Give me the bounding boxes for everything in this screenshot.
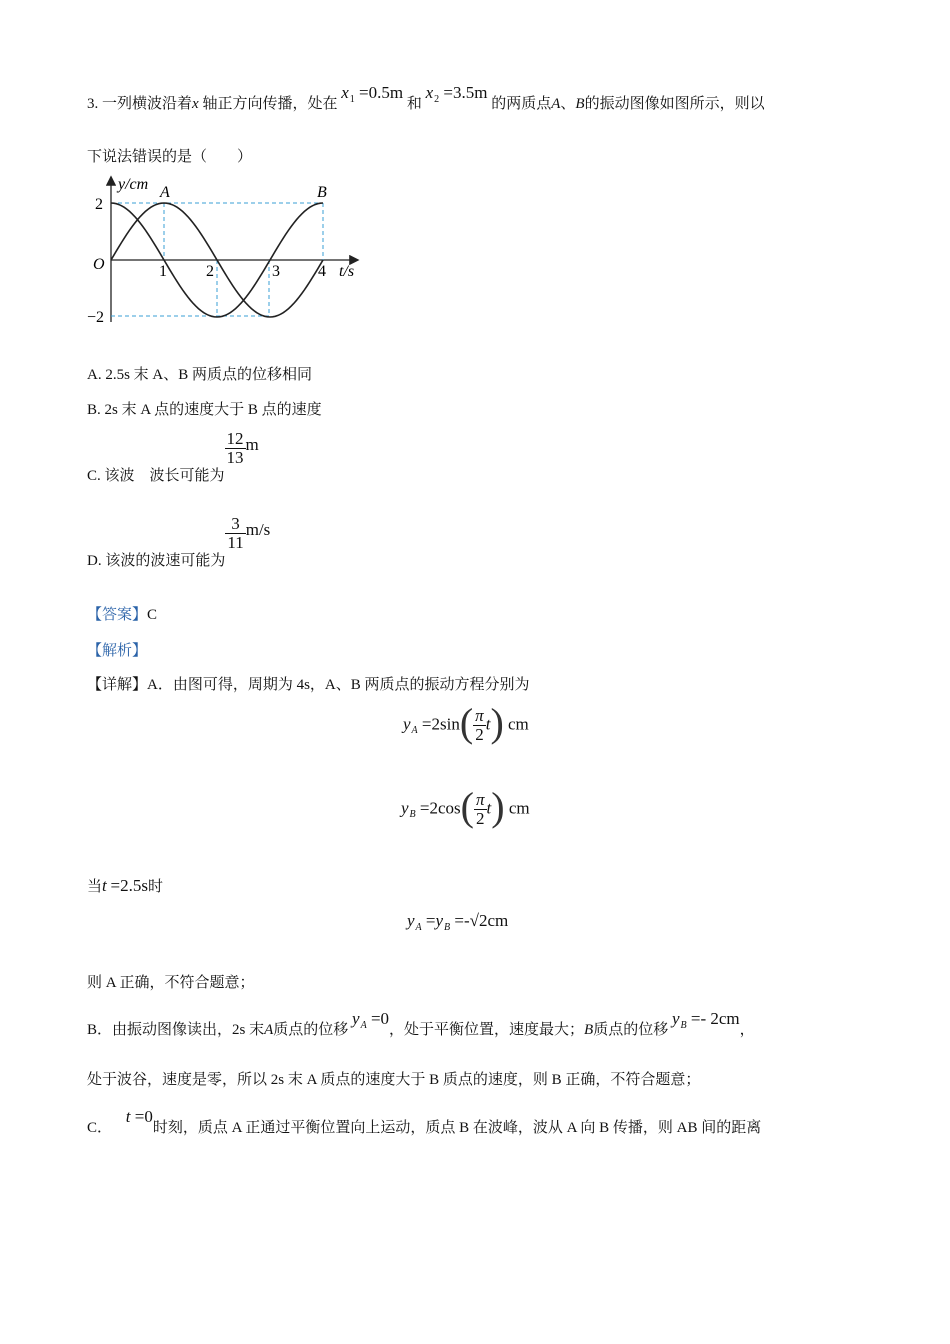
conclusion-A: 则 A 正确，不符合题意； — [87, 975, 255, 991]
question-text: 轴正方向传播，处在 — [198, 96, 338, 112]
analysis-tag — [87, 639, 147, 660]
when-line: 当t =2.5s时 — [87, 876, 163, 895]
explain-C-line: C． t =0时刻，质点 A 正通过平衡位置向上运动，质点 B 在波峰，波从 A 向 B 传播，则 AB 间的距离 — [87, 1107, 762, 1136]
option-C-text: C. 该波 波长可能为 — [87, 467, 225, 484]
sep: 、 — [560, 96, 576, 112]
var-x: x — [192, 96, 199, 112]
detail-tag: 【详解】 — [87, 677, 148, 693]
point-A: A — [551, 96, 561, 112]
option-A: A. 2.5s 末 A、B 两质点的位移相同 — [87, 367, 313, 383]
option-D-fraction: $\frac{3}{11}$ — [227, 514, 244, 552]
equation-yB: $y_B =2\cos$( $\frac{\pi}{2}$ t) cm — [401, 784, 530, 829]
option-C-fraction: $\frac{12}{13}$ — [226, 429, 244, 467]
ytick-2: 2 — [95, 196, 103, 213]
question-text: 3. 一列横波沿着 — [87, 96, 193, 112]
question-line-2: 下说法错误的是（ ） — [87, 149, 253, 165]
option-D-text: D. 该波的波速可能为 — [87, 552, 226, 569]
analysis-tag-text: 【解析】 — [87, 643, 148, 659]
label-A: A — [160, 184, 170, 201]
option-B: B. 2s 末 A 点的速度大于 B 点的速度 — [87, 402, 322, 418]
xtick-3: 3 — [272, 263, 280, 280]
equation-equal: $y_A =y_B =-√2cm$ — [407, 911, 509, 933]
explain-B-line-1: B．由振动图像读出，2s 末A质点的位移 $y_A =0$，处于平衡位置，速度最大；B质点的位移 $y_B =- 2cm$， — [87, 1009, 755, 1038]
label-B: B — [317, 184, 327, 201]
point-B: B — [575, 96, 585, 112]
origin-label: O — [93, 256, 105, 273]
xtick-2: 2 — [206, 263, 214, 280]
ytick-neg2: −2 — [87, 309, 105, 326]
question-line-1 — [87, 83, 765, 113]
xtick-1: 1 — [159, 263, 167, 280]
option-C-unit: m — [245, 434, 259, 454]
x-axis-label: t/s — [339, 263, 355, 280]
equation-yA: $y_A =2\sin$( $\frac{\pi}{2}$ t) cm — [403, 700, 529, 745]
answer-line — [87, 603, 157, 624]
y-axis-label: y/cm — [118, 176, 149, 193]
x1-formula: $x_1 =0.5m$ — [341, 83, 404, 105]
detail-text: A．由图可得，周期为 4s，A、B 两质点的振动方程分别为 — [147, 677, 530, 693]
xtick-4: 4 — [318, 263, 326, 280]
option-D-unit: m/s — [245, 519, 271, 539]
explain-B-line-2: 处于波谷，速度是零，所以 2s 末 A 质点的速度大于 B 质点的速度，则 B 正确，不符合题意； — [87, 1072, 701, 1088]
and-text: 和 — [406, 96, 422, 112]
answer-tag: 【答案】 — [87, 607, 148, 623]
detail-line — [87, 673, 530, 694]
question-text: 的振动图像如图所示，则以 — [584, 96, 765, 112]
option-D — [87, 514, 271, 569]
question-text: 的两质点 — [491, 96, 552, 112]
vibration-graph — [85, 172, 375, 332]
answer-value: C — [147, 607, 158, 623]
x2-formula: $x_2 =3.5m$ — [425, 83, 488, 105]
option-C — [87, 429, 259, 484]
